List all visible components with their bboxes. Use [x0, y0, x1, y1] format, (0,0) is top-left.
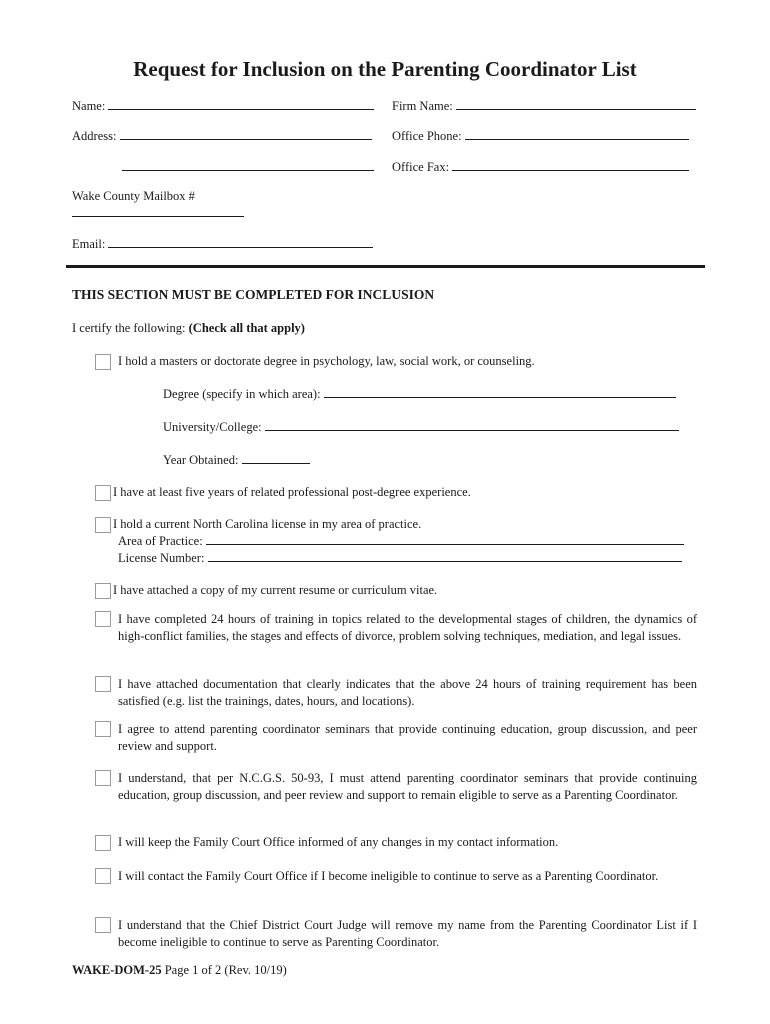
year-field[interactable] [163, 452, 310, 468]
office-fax-field[interactable] [392, 159, 689, 175]
address-field-2[interactable] [122, 159, 374, 175]
email-line[interactable] [108, 236, 373, 248]
degree-area-field[interactable] [163, 386, 676, 402]
area-of-practice-field[interactable] [118, 533, 684, 549]
year-label: Year Obtained: [163, 453, 239, 467]
certify-instruction: (Check all that apply) [188, 321, 305, 335]
address-field[interactable] [72, 128, 372, 144]
license-number-label: License Number: [118, 551, 205, 565]
university-label: University/College: [163, 420, 262, 434]
contact-info-checkbox[interactable] [95, 835, 111, 851]
area-of-practice-line[interactable] [206, 533, 684, 545]
name-line[interactable] [108, 98, 374, 110]
experience-checkbox[interactable] [95, 485, 111, 501]
page-info: Page 1 of 2 (Rev. 10/19) [161, 963, 287, 977]
office-fax-label: Office Fax: [392, 160, 450, 174]
ineligible-item-text: I will contact the Family Court Office if I become ineligible to continue to serve as a Parenting Coordinator. [118, 869, 659, 883]
resume-checkbox[interactable] [95, 583, 111, 599]
address-label: Address: [72, 129, 117, 143]
mailbox-line[interactable] [72, 205, 244, 217]
firm-name-field[interactable] [392, 98, 696, 114]
ncgs-checkbox[interactable] [95, 770, 111, 786]
degree-item-text: I hold a masters or doctorate degree in psychology, law, social work, or counseling. [118, 354, 535, 368]
address-line-1[interactable] [120, 128, 372, 140]
office-fax-line[interactable] [452, 159, 689, 171]
office-phone-label: Office Phone: [392, 129, 462, 143]
training-checkbox[interactable] [95, 611, 111, 627]
removal-checkbox[interactable] [95, 917, 111, 933]
seminar-checkbox[interactable] [95, 721, 111, 737]
page-footer [72, 963, 287, 978]
firm-name-line[interactable] [456, 98, 696, 110]
certify-intro-text: I certify the following: [72, 321, 189, 335]
address-line-2[interactable] [122, 159, 374, 171]
removal-item-text: I understand that the Chief District Court Judge will remove my name from the Parenting Coordinator List if I become ineligible to continue to serve as Parenting Coordinator. [118, 918, 697, 949]
contact-info-item-text: I will keep the Family Court Office informed of any changes in my contact information. [118, 835, 559, 849]
name-field[interactable] [72, 98, 374, 114]
email-label: Email: [72, 237, 106, 251]
page-title: Request for Inclusion on the Parenting Coordinator List [133, 57, 637, 81]
office-phone-line[interactable] [465, 128, 689, 140]
license-number-line[interactable] [208, 550, 682, 562]
year-line[interactable] [242, 452, 310, 464]
degree-area-label: Degree (specify in which area): [163, 387, 321, 401]
license-number-field[interactable] [118, 550, 682, 566]
mailbox-field[interactable] [72, 205, 244, 221]
documentation-checkbox[interactable] [95, 676, 111, 692]
license-checkbox[interactable] [95, 517, 111, 533]
license-item-text: I hold a current North Carolina license in my area of practice. [113, 517, 422, 531]
mailbox-label: Wake County Mailbox # [72, 189, 195, 203]
experience-item-text: I have at least five years of related professional post-degree experience. [113, 485, 471, 499]
ineligible-checkbox[interactable] [95, 868, 111, 884]
ncgs-item-text: I understand, that per N.C.G.S. 50-93, I must attend parenting coordinator seminars that provide continuing education, group discussion, and peer review and support to remain eligible to serve as a Parenting Coordinator. [118, 771, 697, 802]
name-label: Name: [72, 99, 106, 113]
office-phone-field[interactable] [392, 128, 689, 144]
resume-item-text: I have attached a copy of my current resume or curriculum vitae. [113, 583, 438, 597]
certify-intro [72, 321, 305, 336]
area-of-practice-label: Area of Practice: [118, 534, 203, 548]
degree-area-line[interactable] [324, 386, 676, 398]
firm-name-label: Firm Name: [392, 99, 453, 113]
university-field[interactable] [163, 419, 679, 435]
university-line[interactable] [265, 419, 679, 431]
documentation-item-text: I have attached documentation that clearly indicates that the above 24 hours of training requirement has been satisfied (e.g. list the trainings, dates, hours, and locations). [118, 677, 697, 708]
section-divider [66, 265, 705, 268]
degree-checkbox[interactable] [95, 354, 111, 370]
training-item-text: I have completed 24 hours of training in topics related to the developmental stages of children, the dynamics of high-conflict families, the stages and effects of divorce, problem solving techniques, mediation, and legal issues. [118, 612, 697, 643]
seminar-item-text: I agree to attend parenting coordinator seminars that provide continuing education, group discussion, and peer review and support. [118, 722, 697, 753]
section-heading: THIS SECTION MUST BE COMPLETED FOR INCLUSION [72, 287, 435, 302]
form-id: WAKE-DOM-25 [72, 963, 162, 977]
email-field[interactable] [72, 236, 373, 252]
